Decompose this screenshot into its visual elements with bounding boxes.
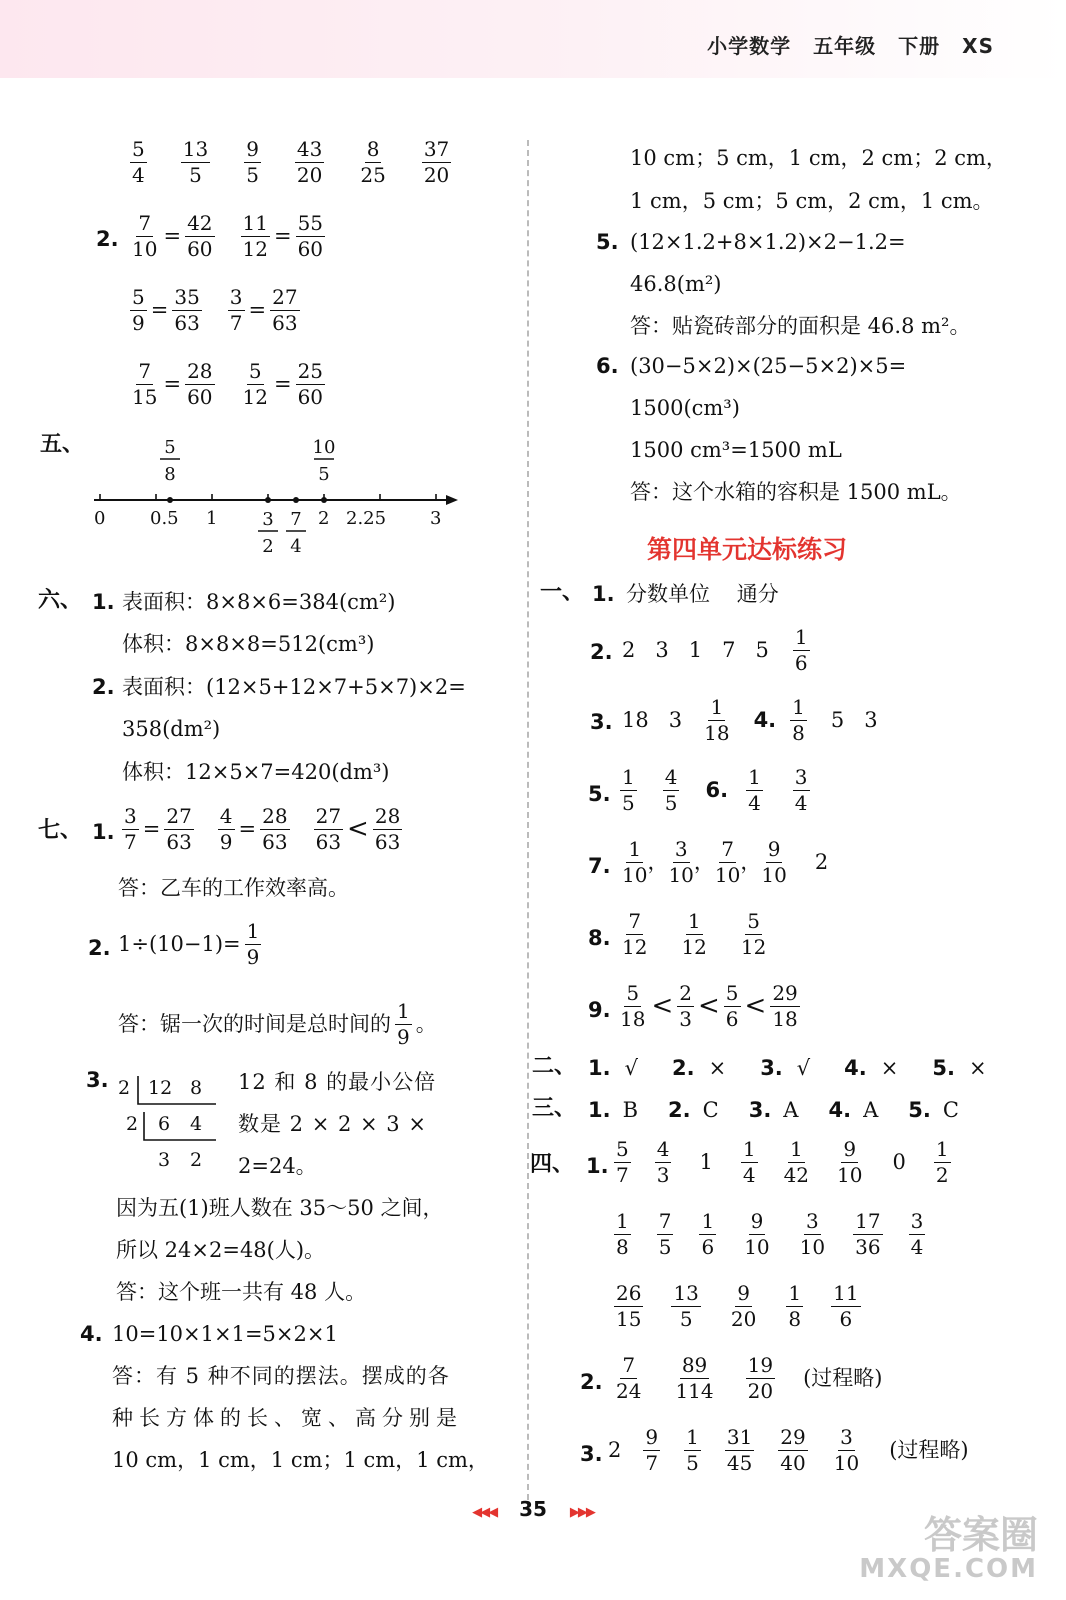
qi-3-line-2: 所以 24×2=48(人)。: [116, 1238, 326, 1262]
eq-fraction: $\frac{7}{10}$: [132, 211, 158, 261]
tick-label: 2.25: [346, 508, 387, 529]
comma: ，: [693, 849, 715, 874]
answer: $\frac{17}{36}$: [855, 1209, 881, 1259]
si-2-num: 2.: [580, 1370, 603, 1394]
item-num: 2.: [668, 1098, 691, 1122]
si-2-answers: [610, 1354, 882, 1403]
comma: ，: [647, 849, 669, 874]
answer: $\frac{4}{3}$: [656, 1137, 670, 1187]
answer-fraction: $\frac{5}{4}$: [132, 137, 145, 187]
header-volume: 下册: [898, 34, 941, 58]
answer-fraction: $\frac{8}{25}$: [360, 137, 386, 187]
answer: $\frac{5}{7}$: [616, 1137, 629, 1187]
answer-fraction: $\frac{37}{20}$: [423, 137, 450, 187]
qi-4-line-4: 10 cm，1 cm，1 cm；1 cm，1 cm，: [112, 1448, 489, 1472]
item-num: 3.: [760, 1056, 783, 1080]
liu-1-line-1: 表面积：8×8×6=384(cm²): [122, 590, 396, 614]
fraction: $\frac{5}{6}$: [725, 981, 739, 1031]
point-label-den: 8: [164, 464, 176, 485]
fraction: $\frac{1}{5}$: [622, 765, 635, 815]
right-cont-line-2: 1 cm，5 cm；5 cm，2 cm，1 cm。: [630, 189, 994, 213]
item-answer: A: [783, 1098, 799, 1122]
eq-fraction: $\frac{42}{60}$: [187, 211, 213, 261]
section-title: 第四单元达标练习: [647, 535, 848, 564]
header-edition: XS: [962, 34, 994, 58]
si-1-row-3: [610, 1282, 865, 1331]
answer-fraction: $\frac{13}{5}$: [182, 137, 209, 187]
qi-2-answer-fraction: $\frac{1}{9}$: [397, 999, 410, 1049]
yi-2-num: 2.: [590, 640, 613, 664]
column-divider: [527, 140, 529, 1510]
item-answer: ×: [880, 1056, 899, 1080]
item-answer: B: [622, 1098, 639, 1122]
fraction: $\frac{3}{10}$: [668, 837, 694, 887]
eq-fraction: $\frac{11}{12}$: [242, 211, 268, 261]
answer: $\frac{3}{10}$: [799, 1209, 826, 1259]
answer-fraction: $\frac{43}{20}$: [296, 137, 323, 187]
number-line-point: [321, 497, 327, 503]
answer-value: 5: [755, 637, 769, 662]
answer-fraction: $\frac{7}{12}$: [622, 909, 648, 959]
tick-label: 0.5: [150, 508, 179, 529]
header-band: [0, 0, 1066, 78]
equals-sign: =: [142, 816, 161, 841]
equals-sign: =: [273, 371, 292, 396]
qi-2-answer: [118, 1000, 437, 1049]
number-line: [86, 432, 466, 570]
answer: $\frac{3}{4}$: [910, 1209, 924, 1259]
answer: $\frac{1}{4}$: [742, 1137, 756, 1187]
eq-fraction: $\frac{28}{60}$: [187, 359, 213, 409]
fraction: $\frac{5}{18}$: [620, 981, 646, 1031]
yi-1-num: 1.: [592, 582, 615, 606]
qi-4-line-1: 10=10×1×1=5×2×1: [112, 1322, 338, 1346]
answer-value: 3: [864, 707, 878, 732]
q5-line-3: 答：贴瓷砖部分的面积是 46.8 m²。: [630, 314, 971, 338]
liu-2-num: 2.: [92, 675, 115, 699]
q5-line-1: (12×1.2+8×1.2)×2−1.2=: [630, 230, 906, 254]
yi-1-answer: 分数单位 通分: [626, 582, 779, 606]
yi-2-answers: [622, 626, 814, 675]
fraction: $\frac{27}{63}$: [315, 804, 342, 854]
eq-fraction: $\frac{7}{15}$: [132, 359, 158, 409]
qi-3-side-3: 2=24。: [238, 1154, 317, 1178]
svg-text:8: 8: [190, 1077, 203, 1099]
san-label: 三、: [532, 1096, 577, 1121]
point-label-num: 7: [290, 509, 302, 530]
liu-1-num: 1.: [92, 590, 115, 614]
qi-3-line-3: 答：这个班一共有 48 人。: [116, 1280, 367, 1304]
header-info: [685, 30, 994, 59]
fraction: $\frac{2}{3}$: [679, 981, 692, 1031]
fraction: $\frac{1}{5}$: [686, 1425, 699, 1475]
fraction: $\frac{19}{20}$: [747, 1353, 774, 1403]
answer-value: 2: [622, 637, 636, 662]
left-q2-eq-row-2: [126, 286, 304, 335]
qi-3-side-1: 12 和 8 的最小公倍: [238, 1070, 437, 1094]
point-label-den: 5: [318, 464, 330, 485]
answer: $\frac{11}{6}$: [833, 1281, 859, 1331]
qi-3-side-2: 数是 2 × 2 × 3 ×: [238, 1112, 427, 1136]
left-q2-eq-row-1: [126, 212, 329, 261]
item-num: 5.: [932, 1056, 955, 1080]
point-label-den: 4: [290, 536, 302, 557]
answer: $\frac{9}{10}$: [744, 1209, 770, 1259]
san-answers: [588, 1098, 989, 1123]
fraction: $\frac{31}{45}$: [726, 1425, 753, 1475]
answer-value: 3: [655, 637, 669, 662]
less-than-sign: <: [744, 990, 767, 1021]
qi-4-line-2: 答：有 5 种不同的摆法。摆成的各: [112, 1364, 450, 1388]
fraction: $\frac{1}{18}$: [704, 695, 730, 745]
number-line-point: [293, 497, 299, 503]
answer: $\frac{1}{2}$: [935, 1137, 949, 1187]
fraction: $\frac{3}{10}$: [833, 1425, 860, 1475]
short-division: [112, 1070, 222, 1174]
prev-arrows-icon: ◀◀◀: [472, 1505, 497, 1520]
eq-fraction: $\frac{25}{60}$: [297, 359, 324, 409]
q6-num: 6.: [596, 354, 619, 378]
liu-2-line-1: 表面积：(12×5+12×7+5×7)×2=: [122, 675, 466, 699]
item-answer: √: [624, 1056, 638, 1080]
left-top-fractions: [126, 138, 455, 187]
si-label: 四、: [530, 1152, 575, 1177]
answer-fraction: $\frac{9}{5}$: [246, 137, 259, 187]
eq-fraction: $\frac{5}{9}$: [132, 285, 145, 335]
answer: 1: [699, 1149, 713, 1174]
number-line-point: [167, 497, 173, 503]
qi-2-answer-end: 。: [415, 1011, 437, 1036]
qi-4-num: 4.: [80, 1322, 103, 1346]
point-label-num: 10: [312, 437, 336, 458]
equals-sign: =: [238, 816, 257, 841]
point-label-den: 2: [262, 536, 274, 557]
svg-text:3: 3: [158, 1149, 171, 1171]
er-label: 二、: [532, 1054, 577, 1079]
answer: $\frac{13}{5}$: [673, 1281, 699, 1331]
fraction: $\frac{28}{63}$: [262, 804, 288, 854]
answer-value: 3: [668, 707, 683, 732]
yi-5-num: 5.: [588, 782, 611, 806]
header-grade: 五年级: [813, 34, 877, 58]
item-answer: ×: [968, 1056, 987, 1080]
tick-label: 3: [430, 508, 442, 529]
tick-label: 0: [94, 508, 106, 529]
answer-value: 5: [830, 707, 845, 732]
qi-2-num: 2.: [88, 936, 111, 960]
left-q2-eq-row-3: [126, 360, 329, 409]
answer: 0: [892, 1149, 906, 1174]
yi-label: 一、: [540, 580, 585, 605]
less-than-sign: <: [651, 990, 674, 1021]
point-label-num: 5: [164, 437, 176, 458]
tick-label: 1: [206, 508, 218, 529]
left-liu-label: 六、: [38, 588, 83, 613]
process-omitted-note: (过程略): [889, 1437, 969, 1462]
si-3-answers: [608, 1426, 969, 1475]
yi-9-answers: [614, 982, 804, 1031]
answer: $\frac{9}{10}$: [837, 1137, 863, 1187]
liu-1-line-2: 体积：8×8×8=512(cm³): [122, 632, 375, 656]
left-wu-label: 五、: [40, 432, 85, 457]
qi-1-answer: 答：乙车的工作效率高。: [118, 876, 349, 900]
answer-value: 18: [622, 707, 649, 732]
comma: ，: [740, 849, 762, 874]
svg-text:12: 12: [148, 1077, 173, 1099]
number-line-point: [265, 497, 271, 503]
answer: $\frac{7}{5}$: [658, 1209, 672, 1259]
answer: $\frac{1}{6}$: [701, 1209, 715, 1259]
answer: $\frac{9}{20}$: [730, 1281, 757, 1331]
yi-8-answers: [616, 910, 772, 959]
fraction: $\frac{7}{10}$: [714, 837, 741, 887]
answer-value: 2: [608, 1437, 622, 1462]
point-label-num: 3: [262, 509, 274, 530]
item-num: 3.: [748, 1098, 772, 1122]
eq-fraction: $\frac{5}{12}$: [242, 359, 268, 409]
eq-fraction: $\frac{27}{63}$: [272, 285, 298, 335]
yi-7-answers: [616, 838, 828, 887]
q6-line-2: 1500(cm³): [630, 396, 740, 420]
equals-sign: =: [150, 297, 169, 322]
si-3-num: 3.: [580, 1442, 603, 1466]
fraction: $\frac{1}{8}$: [792, 695, 805, 745]
item-num: 2.: [671, 1056, 695, 1080]
eq-fraction: $\frac{3}{7}$: [229, 285, 243, 335]
fraction: $\frac{89}{114}$: [675, 1353, 714, 1403]
item-answer: C: [702, 1098, 719, 1122]
fraction: $\frac{9}{10}$: [761, 837, 787, 887]
fraction: $\frac{29}{18}$: [772, 981, 798, 1031]
qi-3-num: 3.: [86, 1068, 109, 1092]
answer: $\frac{1}{42}$: [783, 1137, 810, 1187]
answer: $\frac{1}{8}$: [616, 1209, 629, 1259]
qi-3-line-1: 因为五(1)班人数在 35～50 之间，: [116, 1196, 444, 1220]
yi-7-num: 7.: [588, 854, 611, 878]
less-than-sign: <: [697, 990, 720, 1021]
answer-value: 7: [722, 637, 736, 662]
yi-9-num: 9.: [588, 998, 611, 1022]
q6-line-3: 1500 cm³=1500 mL: [630, 438, 842, 462]
si-1-row-2: [610, 1210, 929, 1259]
left-qi-label: 七、: [38, 818, 83, 843]
item-num: 5.: [908, 1098, 931, 1122]
answer-fraction: $\frac{5}{12}$: [740, 909, 767, 959]
svg-text:6: 6: [158, 1113, 171, 1135]
qi-1-num: 1.: [92, 820, 115, 844]
item-num: 1.: [588, 1056, 611, 1080]
qi-2-expression: [118, 920, 265, 969]
er-answers: [588, 1056, 1021, 1081]
fraction: $\frac{7}{24}$: [616, 1353, 642, 1403]
item-answer: A: [863, 1098, 879, 1122]
less-than-sign: <: [347, 813, 369, 844]
fraction: $\frac{29}{40}$: [780, 1425, 806, 1475]
fraction: $\frac{1}{4}$: [748, 765, 761, 815]
fraction: $\frac{4}{5}$: [664, 765, 678, 815]
page-number: 35: [519, 1497, 547, 1521]
qi-2-answer-text: 答：锯一次的时间是总时间的: [118, 1011, 391, 1036]
tick-label: 2: [318, 508, 330, 529]
yi-8-num: 8.: [588, 926, 611, 950]
answer: $\frac{1}{8}$: [788, 1281, 802, 1331]
si-1-row-1: [610, 1138, 955, 1187]
fraction: $\frac{1}{10}$: [622, 837, 648, 887]
yi-3-num: 3.: [590, 710, 613, 734]
next-arrows-icon: ▶▶▶: [569, 1505, 594, 1520]
fraction: $\frac{28}{63}$: [374, 804, 401, 854]
svg-text:2: 2: [190, 1149, 203, 1171]
equals-sign: =: [163, 223, 182, 248]
svg-text:4: 4: [190, 1113, 203, 1135]
item-num: 4.: [844, 1056, 867, 1080]
qi-2-fraction: $\frac{1}{9}$: [246, 919, 260, 969]
svg-text:2: 2: [118, 1077, 131, 1099]
fraction: $\frac{27}{63}$: [166, 804, 192, 854]
q6-line-1: (30−5×2)×(25−5×2)×5=: [630, 354, 907, 378]
yi-6-num: 6.: [705, 777, 729, 802]
equals-sign: =: [273, 223, 292, 248]
eq-fraction: $\frac{55}{60}$: [297, 211, 324, 261]
q5-num: 5.: [596, 230, 619, 254]
answer-value: 1: [688, 637, 703, 662]
svg-text:2: 2: [126, 1113, 139, 1135]
answer-fraction: $\frac{1}{12}$: [681, 909, 707, 959]
fraction: $\frac{9}{7}$: [645, 1425, 659, 1475]
fraction: $\frac{1}{6}$: [794, 625, 808, 675]
item-answer: √: [796, 1056, 811, 1080]
fraction: $\frac{3}{4}$: [794, 765, 808, 815]
watermark-logo: 答案圈 MXQE.COM: [859, 1513, 1038, 1584]
fraction: $\frac{4}{9}$: [219, 804, 233, 854]
item-num: 4.: [828, 1098, 852, 1122]
item-num: 1.: [588, 1098, 611, 1122]
si-1-num: 1.: [586, 1154, 609, 1178]
yi-5-6-answers: [616, 766, 814, 815]
fraction: $\frac{3}{7}$: [124, 804, 137, 854]
right-cont-line-1: 10 cm；5 cm，1 cm，2 cm；2 cm，: [630, 146, 1007, 170]
liu-2-line-3: 体积：12×5×7=420(dm³): [122, 760, 390, 784]
eq-fraction: $\frac{35}{63}$: [174, 285, 200, 335]
q6-line-4: 答：这个水箱的容积是 1500 mL。: [630, 480, 962, 504]
item-answer: C: [942, 1098, 959, 1122]
qi-4-line-3: 种长方体的长、宽、高分别是: [112, 1406, 463, 1430]
qi-2-expr-text: 1÷(10−1)=: [118, 931, 241, 956]
equals-sign: =: [163, 371, 182, 396]
answer-value: 2: [814, 849, 829, 874]
equals-sign: =: [248, 297, 267, 322]
q5-line-2: 46.8(m²): [630, 272, 722, 296]
liu-2-line-2: 358(dm²): [122, 717, 221, 741]
yi-4-num: 4.: [753, 707, 777, 732]
yi-3-4-answers: [622, 696, 878, 745]
item-answer: ×: [708, 1056, 727, 1080]
process-omitted-note: (过程略): [803, 1365, 883, 1390]
answer: $\frac{26}{15}$: [616, 1281, 642, 1331]
left-q2-label: 2.: [96, 227, 119, 251]
header-subject: 小学数学: [707, 34, 792, 58]
qi-1-comparisons: [118, 805, 406, 854]
